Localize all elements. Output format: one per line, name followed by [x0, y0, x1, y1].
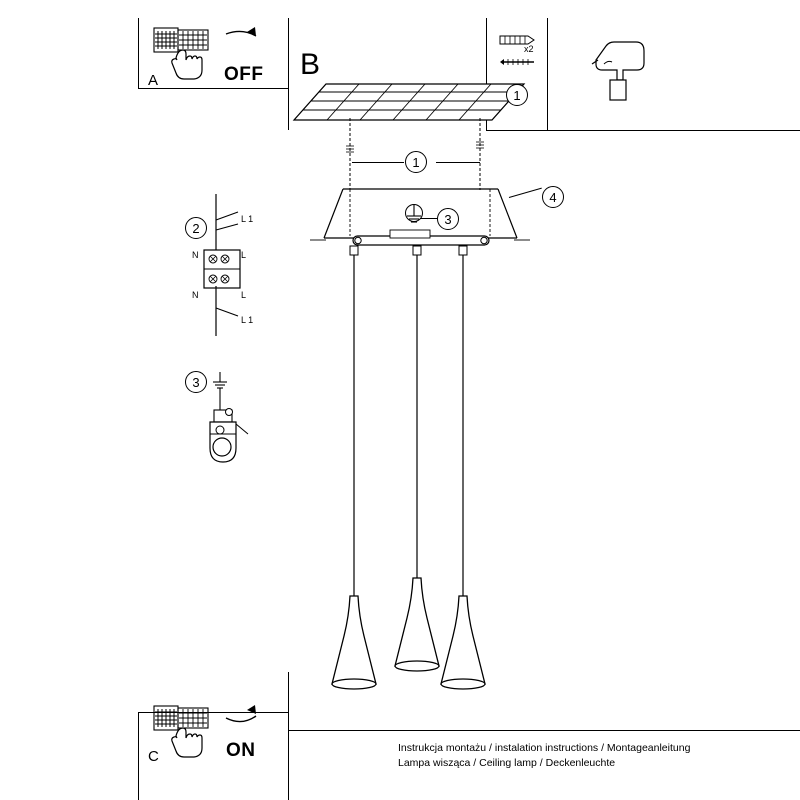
pendant-lamps-illustration [320, 244, 520, 704]
switch-on-illustration [150, 702, 280, 764]
terminal-label-l1-top: L 1 [241, 214, 254, 224]
frame-line-c-left [138, 712, 139, 800]
terminal-label-l1-bottom: L 1 [241, 315, 254, 325]
footer-line-2: Lampa wisząca / Ceiling lamp / Deckenleuchte [398, 757, 616, 769]
callout-4-shade: 4 [542, 186, 564, 208]
callout-3-earth: 3 [437, 208, 459, 230]
canopy-illustration [318, 186, 528, 248]
parts-quantity-label: x2 [524, 44, 534, 54]
frame-line-a-left [138, 18, 139, 88]
section-a-letter: A [148, 72, 159, 89]
frame-line-c-right [288, 672, 289, 800]
leader-callout-1-right [436, 162, 480, 163]
terminal-label-l-bottom: L [241, 290, 247, 300]
callout-2-wiring: 2 [185, 217, 207, 239]
terminal-label-n-bottom: N [192, 290, 199, 300]
section-a-label: OFF [224, 64, 264, 85]
frame-line-a-bottom [138, 88, 288, 89]
terminal-label-l-top: L [241, 250, 247, 260]
section-c-label: ON [226, 740, 256, 761]
frame-line-footer-top [288, 730, 800, 731]
earth-connection-illustration [200, 368, 270, 478]
section-b-letter: B [300, 48, 321, 81]
callout-1-ceiling: 1 [405, 151, 427, 173]
leader-callout-1-left [352, 162, 404, 163]
parts-illustration [494, 26, 548, 78]
callout-1-parts: 1 [506, 84, 528, 106]
switch-off-illustration [150, 24, 280, 86]
terminal-block-illustration [196, 190, 266, 340]
drill-illustration [590, 34, 660, 114]
footer-line-1: Instrukcja montażu / instalation instructions / Montageanleitung [398, 742, 691, 754]
section-c-letter: C [148, 748, 159, 765]
terminal-label-n-top: N [192, 250, 199, 260]
callout-3-detail: 3 [185, 371, 207, 393]
